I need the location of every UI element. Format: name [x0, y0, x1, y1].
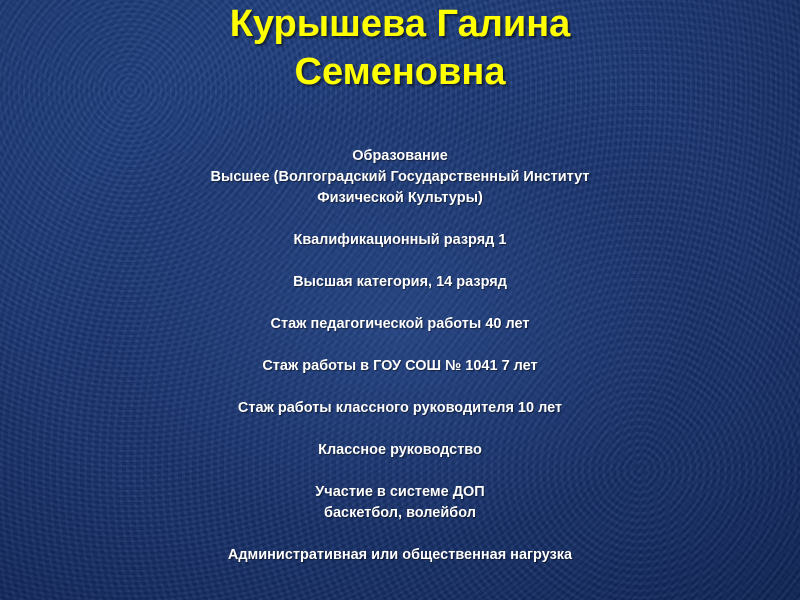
education-line-1: Высшее (Волгоградский Государственный Институт [210, 169, 590, 185]
education-heading: Образование [352, 148, 448, 164]
spacer [0, 335, 800, 356]
spacer [0, 251, 800, 272]
school-experience-text: Стаж работы в ГОУ СОШ № 1041 7 лет [262, 358, 538, 374]
teaching-experience-text: Стаж педагогической работы 40 лет [270, 316, 530, 332]
title-line-2: Семеновна [294, 51, 506, 93]
spacer [0, 419, 800, 440]
spacer [0, 377, 800, 398]
category-text: Высшая категория, 14 разряд [293, 274, 507, 290]
class-guidance-text: Классное руководство [318, 442, 482, 458]
spacer [0, 524, 800, 545]
class-teacher-experience-text: Стаж работы классного руководителя 10 лет [237, 400, 563, 416]
education-line-2: Физической Культуры) [317, 190, 483, 206]
title-line-1: Курышева Галина [229, 3, 571, 45]
qualification-text: Квалификационный разряд 1 [293, 232, 507, 248]
dop-activities-text: баскетбол, волейбол [324, 505, 476, 521]
spacer [0, 293, 800, 314]
spacer [0, 209, 800, 230]
slide-title [0, 0, 800, 96]
dop-participation-text: Участие в системе ДОП [315, 484, 485, 500]
spacer [0, 461, 800, 482]
administrative-load-text: Административная или общественная нагрузка [227, 547, 573, 563]
slide-content [0, 146, 800, 566]
